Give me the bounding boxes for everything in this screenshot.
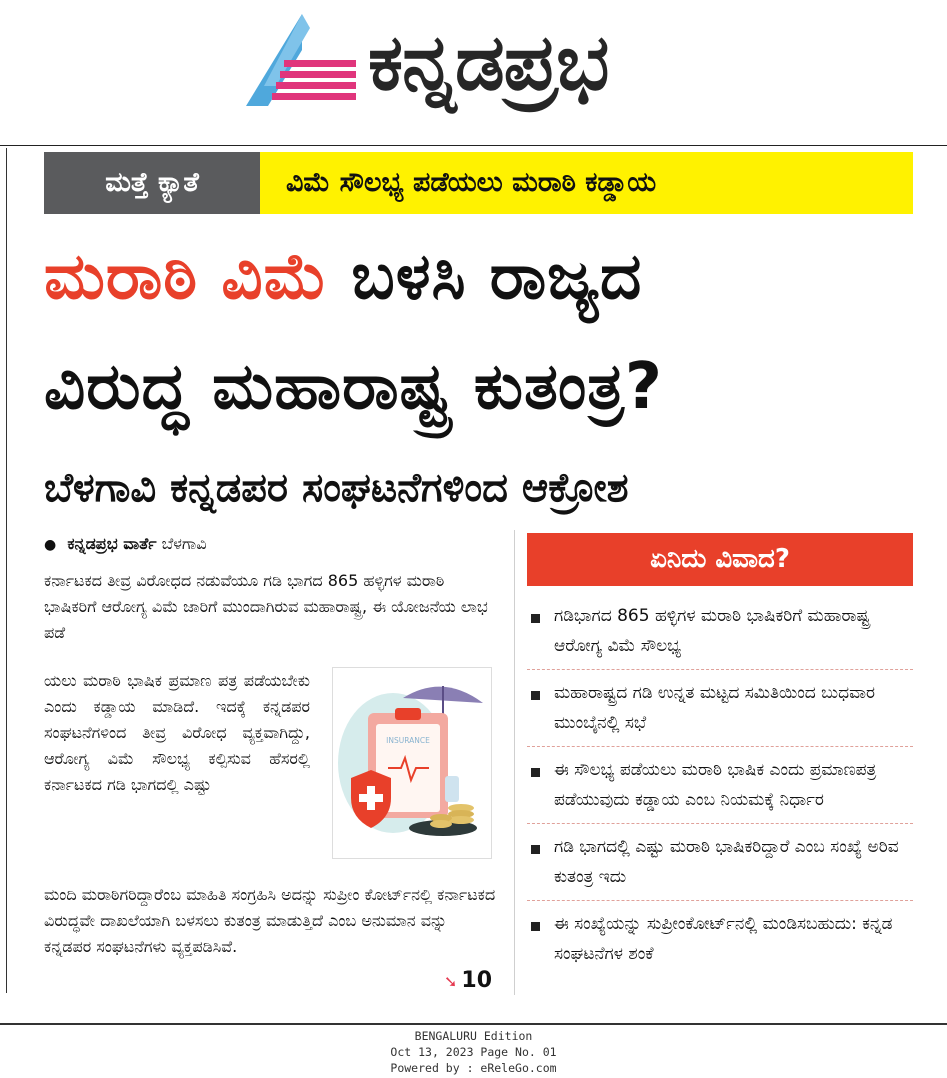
continued-on-page-link[interactable] <box>444 968 492 993</box>
headline-subline: ಬೆಳಗಾವಿ ಕನ್ನಡಪರ ಸಂಘಟನೆಗಳಿಂದ ಆಕ್ರೋಶ <box>44 465 629 511</box>
insurance-illustration <box>332 667 492 859</box>
sidebar-list-item <box>527 747 913 824</box>
headline-line-1 <box>44 240 642 314</box>
sidebar-list-item <box>527 901 913 977</box>
square-bullet-icon <box>531 922 540 931</box>
sidebar-list <box>527 593 913 977</box>
masthead <box>0 0 947 146</box>
logo-mark-icon <box>246 14 358 110</box>
square-bullet-icon <box>531 768 540 777</box>
article-paragraph-mid: ಯಲು ಮರಾಠಿ ಭಾಷಿಕ ಪ್ರಮಾಣ ಪತ್ರ ಪಡೆಯಬೇಕು ಎಂದು ಕಡ್ಡಾಯ ಮಾಡಿದೆ. ಇದಕ್ಕೆ ಕನ್ನಡಪರ ಸಂಘಟನೆಗಳಿಂದ ತೀವ್ರ ವಿರೋಧ ವ್ಯಕ್ತವಾಗಿದ್ದು, ಆರೋಗ್ಯ ವಿಮೆ ಸೌಲಭ್ಯ ಕಲ್ಪಿಸುವ ಹೆಸರಲ್ಲಿ ಕರ್ನಾಟಕದ ಗಡಿ ಭಾಗದಲ್ಲಿ ಎಷ್ಟು <box>44 671 310 794</box>
sidebar-item-text: ಈ ಸಂಖ್ಯೆಯನ್ನು ಸುಪ್ರೀಂಕೋರ್ಟ್‌ನಲ್ಲಿ ಮಂಡಿಸಬಹುದು: ಕನ್ನಡ ಸಂಘಟನೆಗಳ ಶಂಕೆ <box>554 914 893 964</box>
arrow-icon: ➘ <box>444 972 458 991</box>
column-divider <box>514 530 515 995</box>
headline-highlight: ಮರಾಠಿ ವಿಮೆ <box>44 240 329 314</box>
article-paragraph-top: ಕರ್ನಾಟಕದ ತೀವ್ರ ವಿರೋಧದ ನಡುವೆಯೂ ಗಡಿ ಭಾಗದ 865 ಹಳ್ಳಿಗಳ ಮರಾಠಿ ಭಾಷಿಕರಿಗೆ ಆರೋಗ್ಯ ವಿಮೆ ಜಾರಿಗೆ ಮುಂದಾಗಿರುವ ಮಹಾರಾಷ್ಟ್ರ, ಈ ಯೋಜನೆಯ ಲಾಭ ಪಡೆ <box>44 571 488 642</box>
subhead-strip: ವಿಮೆ ಸೌಲಭ್ಯ ಪಡೆಯಲು ಮರಾಠಿ ಕಡ್ಡಾಯ <box>260 152 913 214</box>
square-bullet-icon <box>531 691 540 700</box>
headline-line-2: ವಿರುದ್ಧ ಮಹಾರಾಷ್ಟ್ರ ಕುತಂತ್ರ? <box>44 350 664 424</box>
sidebar-list-item <box>527 824 913 901</box>
sidebar-heading: ಏನಿದು ವಿವಾದ? <box>527 533 913 586</box>
illustration-label: INSURANCE <box>386 736 430 745</box>
square-bullet-icon <box>531 614 540 623</box>
byline-place: ಬೆಳಗಾವಿ <box>161 534 207 553</box>
powered-by-link[interactable]: Powered by : eReleGo.com <box>390 1061 557 1075</box>
tag-bar <box>44 152 913 214</box>
headline-line-1-rest: ಬಳಸಿ ರಾಜ್ಯದ <box>351 240 643 314</box>
sidebar-list-item <box>527 670 913 747</box>
sidebar-list-item <box>527 593 913 670</box>
category-label: ಮತ್ತೆ ಕ್ಯಾತೆ <box>44 152 260 214</box>
edition-footer <box>0 1023 947 1076</box>
sidebar-item-text: ಮಹಾರಾಷ್ಟ್ರದ ಗಡಿ ಉನ್ನತ ಮಟ್ಟದ ಸಮಿತಿಯಿಂದ ಬುಧವಾರ ಮುಂಬೈನಲ್ಲಿ ಸಭೆ <box>554 683 875 733</box>
sidebar-item-text: ಗಡಿಭಾಗದ 865 ಹಳ್ಳಿಗಳ ಮರಾಠಿ ಭಾಷಿಕರಿಗೆ ಮಹಾರಾಷ್ಟ್ರ ಆರೋಗ್ಯ ವಿಮೆ ಸೌಲಭ್ಯ <box>554 606 870 656</box>
sidebar-item-text: ಈ ಸೌಲಭ್ಯ ಪಡೆಯಲು ಮರಾಠಿ ಭಾಷಿಕ ಎಂದು ಪ್ರಮಾಣಪತ್ರ ಪಡೆಯುವುದು ಕಡ್ಡಾಯ ಎಂಬ ನಿಯಮಕ್ಕೆ ನಿರ್ಧಾರ <box>554 760 877 810</box>
article-paragraph-bottom: ಮಂದಿ ಮರಾಠಿಗರಿದ್ದಾರೆಂಬ ಮಾಹಿತಿ ಸಂಗ್ರಹಿಸಿ ಅದನ್ನು ಸುಪ್ರೀಂ ಕೋರ್ಟ್‌ನಲ್ಲಿ ಕರ್ನಾಟಕದ ವಿರುದ್ಧವೇ ದಾಖಲೆಯಾಗಿ ಬಳಸಲು ಕುತಂತ್ರ ಮಾಡುತ್ತಿದೆ ಎಂಬ ಅನುಮಾನ ವನ್ನು ಕನ್ನಡಪರ ಸಂಘಟನೆಗಳು ವ್ಯಕ್ತಪಡಿಸಿವೆ. <box>44 885 496 956</box>
sidebar-item-text: ಗಡಿ ಭಾಗದಲ್ಲಿ ಎಷ್ಟು ಮರಾಠಿ ಭಾಷಿಕರಿದ್ದಾರೆ ಎಂಬ ಸಂಖ್ಯೆ ಅರಿವ ಕುತಂತ್ರ ಇದು <box>554 837 899 887</box>
edition-date-page: Oct 13, 2023 Page No. 01 <box>390 1045 557 1059</box>
byline <box>44 534 207 554</box>
newspaper-logo-text: ಕನ್ನಡಪ್ರಭ <box>368 18 609 108</box>
left-rule <box>6 148 7 993</box>
edition-name: BENGALURU Edition <box>414 1029 533 1043</box>
continued-page-number: 10 <box>461 968 493 993</box>
square-bullet-icon <box>531 845 540 854</box>
insurance-clipboard-icon <box>333 668 491 858</box>
byline-source: ಕನ್ನಡಪ್ರಭ ವಾರ್ತೆ <box>67 534 157 553</box>
bullet-icon: ● <box>44 537 57 553</box>
